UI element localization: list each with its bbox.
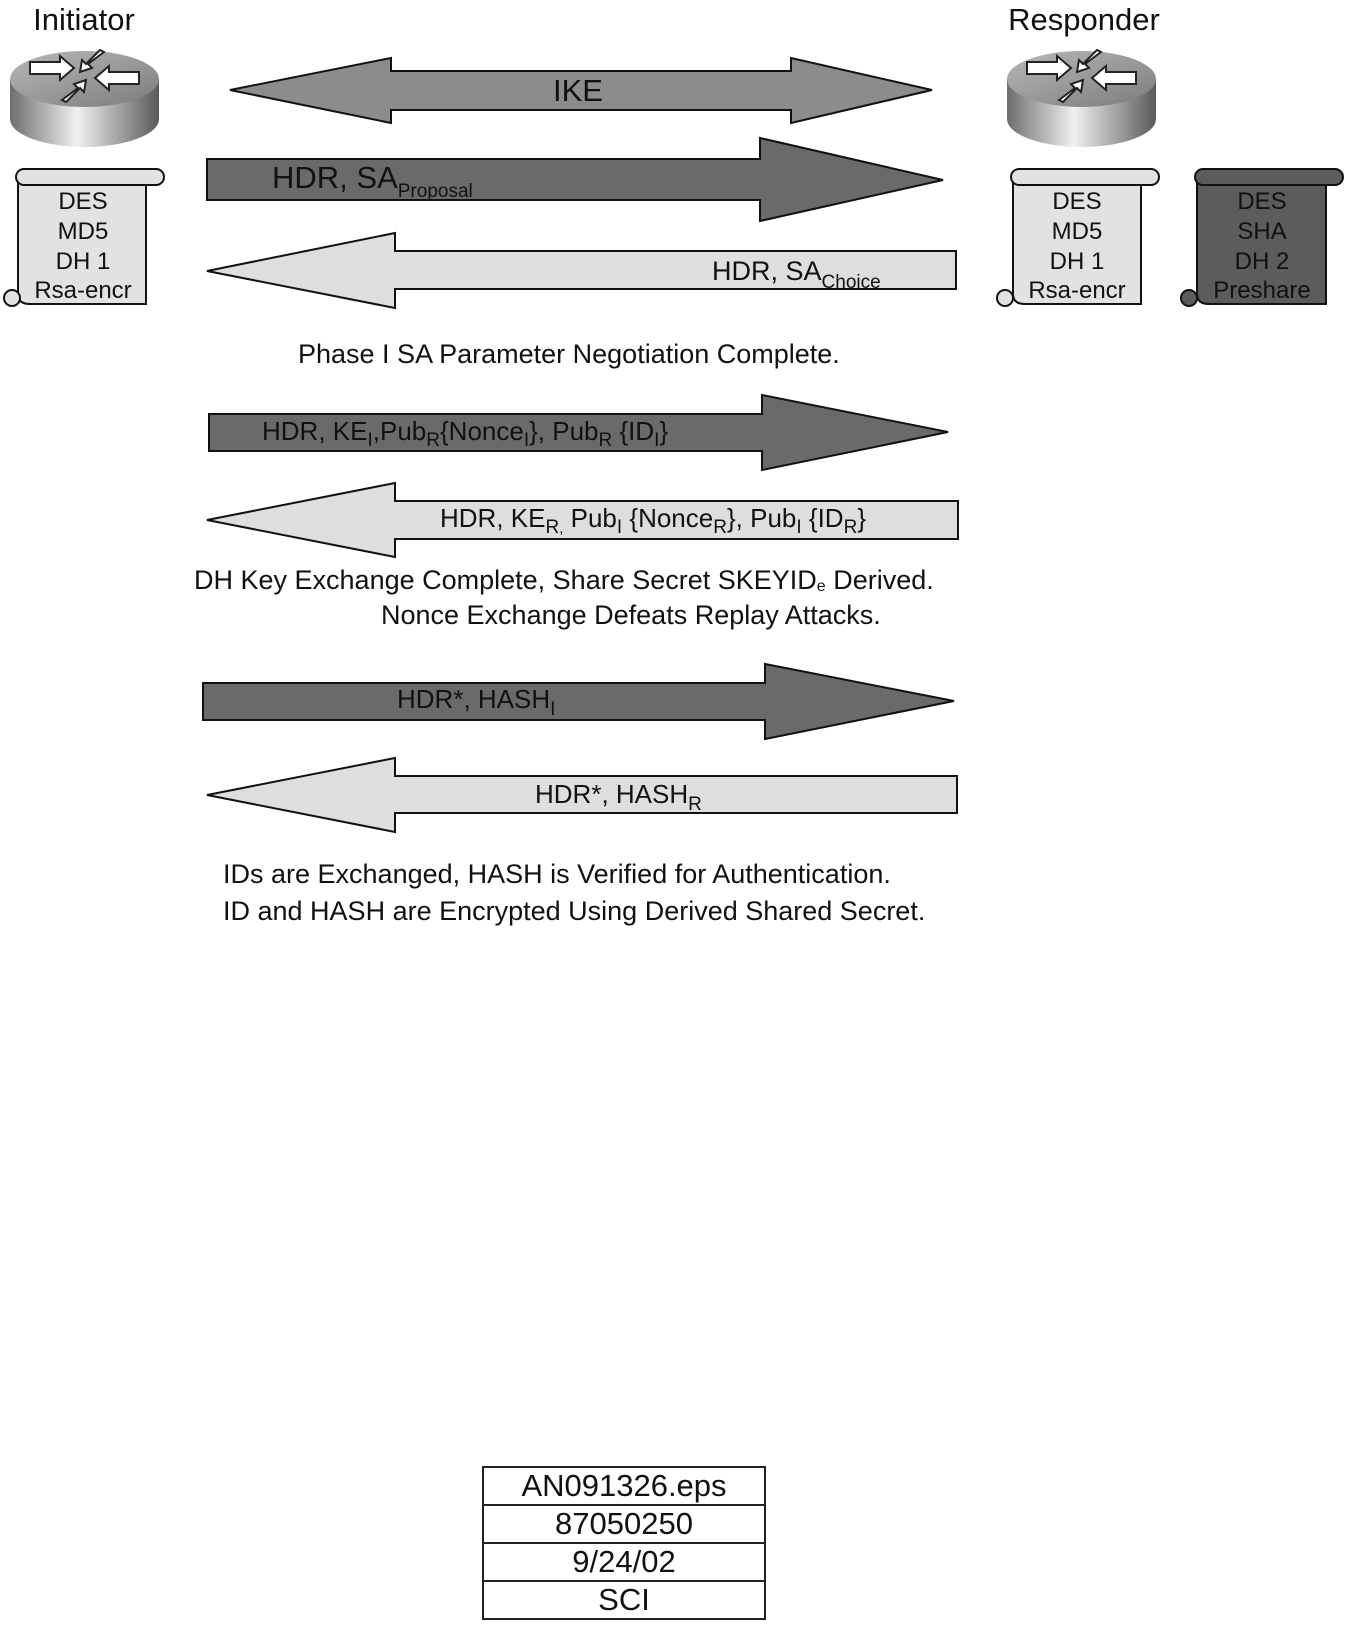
policy-line: DH 1 xyxy=(1049,248,1105,275)
phase1-caption: Phase I SA Parameter Negotiation Complete. xyxy=(298,339,840,369)
message-label: HDR*, $HASH_I$ xyxy=(397,684,556,720)
message-label: HDR*, $HASH_R$ xyxy=(535,779,702,815)
policy-line: SHA xyxy=(1237,218,1287,245)
message-label: HDR, $SA_{Proposal}$ xyxy=(272,160,473,202)
policy-line: DH 2 xyxy=(1234,248,1290,275)
stamp-cell: AN091326.eps xyxy=(483,1467,765,1505)
dh-caption-tail: Derived. xyxy=(825,565,934,595)
policy-line: DH 1 xyxy=(55,248,111,275)
message-label: HDR, $KE_R$, Pub$_I$ {Nonce$_R$}, Pub$_I$ $\{ID_R\}$ xyxy=(440,503,866,538)
file-stamp-table xyxy=(482,1466,766,1620)
responder-label: Responder xyxy=(1008,2,1160,37)
stamp-cell: SCI xyxy=(483,1581,765,1619)
policy-line: DES xyxy=(1237,188,1287,215)
responder-router-icon xyxy=(1007,50,1156,147)
policy-line: Preshare xyxy=(1213,277,1311,304)
initiator-router-icon xyxy=(10,50,159,147)
message-label: HDR, $SA_{Choice}$ xyxy=(712,256,881,293)
policy-line: MD5 xyxy=(57,218,109,245)
stamp-row xyxy=(483,1467,765,1505)
policy-line: Rsa-encr xyxy=(1028,277,1126,304)
initiator-label: Initiator xyxy=(33,2,135,37)
dh-caption-subscript: e xyxy=(816,578,826,595)
responder-policy-scroll-1 xyxy=(997,169,1159,306)
responder-policy-scroll-2 xyxy=(1181,169,1343,306)
stamp-row xyxy=(483,1581,765,1619)
message-arrow-right xyxy=(203,664,954,739)
initiator-policy-scroll xyxy=(4,169,164,306)
stamp-row xyxy=(483,1543,765,1581)
policy-line: MD5 xyxy=(1051,218,1103,245)
policy-line: DES xyxy=(1052,188,1102,215)
policy-line: Rsa-encr xyxy=(34,277,132,304)
message-arrow-left xyxy=(207,233,956,308)
dh-caption-text: DH Key Exchange Complete, Share Secret SKEYID xyxy=(194,565,817,595)
nonce-caption: Nonce Exchange Defeats Replay Attacks. xyxy=(381,600,881,630)
ids-caption-1: IDs are Exchanged, HASH is Verified for Authentication. xyxy=(223,859,891,889)
ike-label: IKE xyxy=(553,73,603,108)
stamp-cell: 87050250 xyxy=(483,1505,765,1543)
message-label: HDR, $KE_I,Pub_R\{Nonce_I\}$, Pub$_R$ $\{ID_I\}$ xyxy=(262,416,669,451)
ids-caption-2: ID and HASH are Encrypted Using Derived Shared Secret. xyxy=(223,896,926,926)
stamp-cell: 9/24/02 xyxy=(483,1543,765,1581)
policy-line: DES xyxy=(58,188,108,215)
stamp-row xyxy=(483,1505,765,1543)
